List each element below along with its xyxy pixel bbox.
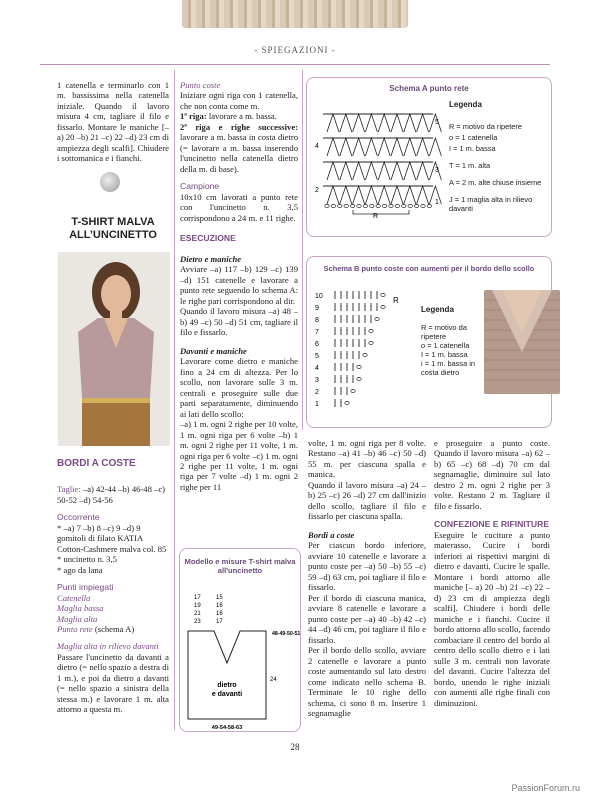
chain-stitch [370, 204, 374, 207]
chain-stitch [369, 329, 373, 332]
center-label: dietro e davanti [211, 682, 243, 698]
legend-item: J = 1 maglia alta in rilievo davanti [449, 194, 533, 213]
occorrente-item: * ago da lana [57, 564, 103, 575]
dc-stitch [327, 138, 339, 156]
double-crochet-symbol-icon: T [449, 160, 454, 170]
davanti-text: Lavorare come dietro e maniche fino a 24 cm di altezza. Per lo scollo, non lavorare sulle 3 m. centrali e proseguire sulle due parti separatamente, diminuendo ai lati dello scollo: [180, 356, 298, 419]
row-label: 3 [435, 167, 439, 174]
chain-stitch [381, 305, 385, 308]
punto-item: Maglia bassa [57, 603, 104, 614]
schema-a-chart [313, 102, 443, 222]
modello-diagram [180, 585, 300, 731]
confezione-title: CONFEZIONE E RIFINITURE [434, 519, 550, 530]
row-label: 4 [315, 365, 319, 372]
chain-stitch [345, 401, 349, 404]
repeat-symbol-icon: R [421, 322, 427, 332]
row-label: 3 [315, 377, 319, 384]
campione-text: 10x10 cm lavorati a punto rete con l'uncinetto n. 3,5 corrispondono a 24 m. e 11 righe. [180, 191, 298, 223]
back-loop-symbol-icon: i [421, 358, 423, 368]
col1-intro [57, 80, 169, 164]
col3-body [308, 438, 426, 719]
chain-stitch [414, 204, 418, 207]
legend-item: T = 1 m. alta [449, 160, 491, 170]
row-label: 9 [315, 305, 319, 312]
row-label: 1 [315, 401, 319, 408]
maglia-rilievo-title: Maglia alta in rilievo davanti [57, 641, 159, 652]
dc-stitch [391, 186, 403, 204]
side-size-label: 24 [270, 677, 277, 683]
chain-stitch [325, 204, 329, 207]
chain-stitch [363, 353, 367, 356]
legend-item: i = 1 m. bassa in costa dietro [421, 358, 476, 377]
col4-text: Eseguire le cuciture a punto materasso. Cucire i bordi inferiori ai rispettivi margini di dietro e davanti. Cucire le spalle. Montare i bordi attorno alle maniche [– a) 20 –b) 21 –c) 22 –d) 23 cm di ampiezza degli scalfi]. Chiudere i bordi delle maniche e i fianchi. Cucire il bordo attorno allo scollo, facendo combaciare il centro del bordo al centro dello scollo dietro e i lati sulle 3 m. centrali non lavorate del davanti. Cucire l'altezza del bordo, unendo le righe iniziali con aumenti alle righe finali con diminuzioni. [434, 529, 550, 708]
row-label: 6 [315, 341, 319, 348]
schema-a-title: Schema A punto rete [389, 84, 469, 93]
dc2tog-symbol-icon: A [449, 177, 454, 187]
left-size-label: 17 [194, 595, 201, 601]
dc-stitch [340, 162, 352, 180]
chain-symbol-icon: o [449, 132, 454, 142]
chain-stitch [357, 365, 361, 368]
col1-body [57, 458, 169, 715]
occorrente-item: * uncinetto n. 3,5 [57, 554, 117, 565]
section-header: - SPIEGAZIONI - [254, 45, 336, 55]
row-label: 7 [315, 329, 319, 336]
dc-stitch [353, 138, 365, 156]
dc-stitch [340, 186, 352, 204]
dc-stitch [391, 138, 403, 156]
legend-title: Legenda [449, 100, 482, 109]
riga1-text: lavorare a m. bassa. [206, 111, 277, 122]
left-size-label: 15 [216, 595, 223, 601]
esecuzione-title: ESECUZIONE [180, 233, 236, 244]
col3-text: Per ciascun bordo inferiore, avviare 10 catenelle e lavorare a punto coste per –a) 50 –b) 55 –c) 59 –d) 63 cm, poi tagliare il filo e fissarlo. [308, 540, 426, 593]
punti-title: Punti impiegati [57, 582, 114, 593]
legend-item: o = 1 catenella [421, 340, 470, 350]
chain-stitch [344, 204, 348, 207]
chain-stitch [350, 204, 354, 207]
row-label: 1 [435, 199, 439, 206]
dc-stitch [404, 186, 416, 204]
left-size-label: 21 [194, 611, 201, 617]
dc-stitch [378, 138, 390, 156]
row-label: 2 [315, 389, 319, 396]
single-crochet-symbol-icon: I [449, 143, 452, 153]
chain-stitch [421, 204, 425, 207]
single-crochet-symbol-icon: I [421, 349, 424, 359]
dc-stitch [378, 162, 390, 180]
dc-stitch [365, 114, 377, 132]
front-post-symbol-icon: J [449, 194, 453, 204]
riga2-text: lavorare a m. bassa in costa dietro (= lavorare a m. bassa inserendo l'uncinetto nella catenella dietro della m. di base). [180, 132, 298, 174]
neckline-photo [484, 290, 560, 394]
dc-stitch [429, 138, 441, 156]
schema-a-box [306, 77, 552, 237]
chain-stitch [389, 204, 393, 207]
chain-stitch [395, 204, 399, 207]
davanti-text-2: –a) 1 m. ogni 2 righe per 10 volte, 1 m. ogni riga per 6 volte –b) 1 m. ogni 2 righe per 11 volte, 1 m. ogni riga per 6 volte –c) 1 m. ogni 2 righe per 11 volte, 1 m. ogni riga per 7 volte –d) 1 m. ogni 2 righe per 11 [180, 419, 298, 492]
legend-item: R = motivo da ripetere [449, 121, 522, 131]
dc-stitch [327, 186, 339, 204]
repeat-label: R [373, 213, 379, 220]
dc-stitch [417, 114, 429, 132]
legend-item: A = 2 m. alte chiuse insieme [449, 177, 542, 187]
chain-stitch [402, 204, 406, 207]
bordi-coste-title: BORDI A COSTE [57, 458, 136, 469]
chain-stitch [357, 377, 361, 380]
col3-text: volte, 1 m. ogni riga per 8 volte. Restano –a) 41 –b) 46 –c) 50 –d) 55 m. per ciascuna spalla e manica. [308, 438, 426, 480]
col3-text: Per il bordo dello scollo, avviare 2 catenelle e lavorare a punto coste aumentando sul lato destro come indicato nello schema B. Terminate le 10 righe dello schema, ci sono 8 m. Inserire 1 segnamaglie [308, 645, 426, 719]
dc-stitch [365, 162, 377, 180]
modello-box [179, 548, 301, 732]
dc-stitch [365, 186, 377, 204]
schema-b-chart [313, 285, 413, 415]
occorrente-item: * –a) 7 –b) 8 –c) 9 –d) 9 gomitoli di filato KATIA Cotton-Cashmere malva col. 85 [57, 522, 167, 554]
col3-text: Quando il lavoro misura –a) 24 –b) 25 –c) 26 –d) 27 cm dall'inizio dello scollo, tagliare il filo e fissarlo per ciascuna spalla. [308, 479, 426, 522]
chain-stitch [376, 204, 380, 207]
dc-stitch [391, 114, 403, 132]
chain-stitch [408, 204, 412, 207]
col2-body [180, 80, 298, 492]
dc-stitch [353, 162, 365, 180]
header-divider [40, 64, 550, 65]
row-label: 5 [435, 119, 439, 126]
occorrente-title: Occorrente [57, 512, 100, 523]
schema-b-legend [421, 305, 485, 377]
campione-title: Campione [180, 181, 220, 192]
chain-stitch [375, 317, 379, 320]
chain-stitch [382, 204, 386, 207]
repeat-label: R [393, 296, 399, 305]
left-size-label: 17 [216, 619, 223, 625]
dietro-text: Avviare –a) 117 –b) 129 –c) 139 –d) 151 catenelle e lavorare a punto rete seguendo lo schema A: le righe pari corrispondono al dir. [180, 264, 298, 306]
dc-stitch [327, 162, 339, 180]
col3-text: Per il bordo di ciascuna manica, avviare 8 catenelle e lavorare a punto coste per –a) 40 –b) 42 –c) 44 –d) 46 cm, poi tagliare il filo e fissarlo. [308, 592, 426, 645]
repeat-symbol-icon: R [449, 121, 455, 131]
dc-stitch [340, 114, 352, 132]
chain-stitch [331, 204, 335, 207]
row-label: 8 [315, 317, 319, 324]
legend-item: R = motivo da ripetere [421, 322, 467, 341]
legend-item: I = 1 m. bassa [421, 349, 468, 359]
bordi-title: Bordi a coste [308, 529, 355, 540]
chain-stitch [363, 204, 367, 207]
chain-stitch [357, 204, 361, 207]
dc-stitch [353, 186, 365, 204]
chain-stitch [351, 389, 355, 392]
dietro-text-2: Quando il lavoro misura –a) 48 –b) 49 –c) 50 –d) 51 cm, tagliare il filo e fissarlo. [180, 306, 298, 338]
dc-stitch [353, 114, 365, 132]
chain-stitch [381, 293, 385, 296]
dc-stitch [365, 138, 377, 156]
left-size-label: 23 [194, 619, 201, 625]
model-photo [58, 252, 170, 446]
col4-body [434, 438, 550, 708]
dc-stitch [417, 162, 429, 180]
chain-stitch [369, 341, 373, 344]
column-divider [174, 70, 175, 730]
punto-coste-text: Iniziare ogni riga con 1 catenella, che non conta come m. [180, 90, 298, 111]
yarn-ball-icon [100, 172, 120, 192]
chain-stitch [338, 204, 342, 207]
intro-text: 1 catenella e terminarlo con 1 m. bassissima nella catenella iniziale. Quando il lavoro misura 4 cm, tagliare il filo e fissarlo. Montare le maniche [– a) 20 –b) 21 –c) 22 –d) 23 cm di ampiezza degli scalfi]. Chiudere i sottomanica e i fianchi. [57, 80, 169, 164]
legend-item: I = 1 m. bassa [449, 143, 496, 153]
riga2-label: 2ª riga e righe successive: [180, 121, 298, 132]
legend-title: Legenda [421, 305, 454, 314]
maglia-rilievo-text: Passare l'uncinetto da davanti a dietro (= nello spazio a destra di 1 m.), e poi da dietro a davanti (= nello spazio a sinistra della stessa m.) e lavorare 1 m. alta attorno a questa m. [57, 651, 169, 715]
dc-stitch [378, 114, 390, 132]
dc-stitch [340, 138, 352, 156]
left-size-label: 16 [216, 611, 223, 617]
dc-stitch [378, 186, 390, 204]
punto-rete-label: Punto rete [57, 624, 93, 634]
col4-text: e proseguire a punto coste. Quando il lavoro misura –a) 62 –b) 65 –c) 68 –d) 70 cm dal segnamaglie, diminuire sul lato destro 2 m. ogni 2 righe per 3 volte. Restano 2 m. Tagliare il filo e fissarlo. [434, 438, 550, 511]
watermark: PassionForum.ru [511, 783, 580, 793]
davanti-title: Davanti e maniche [180, 345, 247, 356]
legend-item: o = 1 catenella [449, 132, 498, 142]
page-number: 28 [290, 742, 300, 752]
modello-title: Modello e misure T-shirt malva all'uncinetto [184, 557, 296, 576]
dc-stitch [327, 114, 339, 132]
schema-a-legend [449, 100, 549, 213]
punto-item: Catenella [57, 592, 91, 603]
right-size-label: 48-49-50-51 [272, 631, 300, 637]
riga1-label: 1ª riga: [180, 111, 207, 122]
project-title: T-SHIRT MALVA ALL’UNCINETTO [69, 216, 157, 241]
dc-stitch [404, 162, 416, 180]
taglie-value: –a) 42-44 –b) 46-48 –c) 50-52 –d) 54-56 [57, 484, 165, 505]
left-size-label: 19 [194, 603, 201, 609]
dc-stitch [417, 186, 429, 204]
header-photo [182, 0, 408, 28]
punto-rete-ref: (schema A) [92, 624, 135, 634]
taglie-label: Taglie: [57, 484, 81, 495]
row-label: 10 [315, 293, 323, 300]
dc-stitch [391, 162, 403, 180]
left-size-label: 16 [216, 603, 223, 609]
dc-stitch [404, 138, 416, 156]
punto-item: Maglia alta [57, 613, 98, 624]
dc-stitch [417, 138, 429, 156]
dietro-title: Dietro e maniche [180, 253, 242, 264]
column-divider [302, 70, 303, 430]
row-label: 2 [315, 187, 319, 194]
punto-coste-title: Punto coste [180, 80, 221, 90]
row-label: 5 [315, 353, 319, 360]
bottom-size-label: 49-54-58-63 [211, 725, 243, 731]
chain-symbol-icon: o [421, 340, 426, 350]
chain-stitch [427, 204, 431, 207]
row-label: 4 [315, 143, 319, 150]
dc-stitch [404, 114, 416, 132]
schema-b-title: Schema B punto coste con aumenti per il bordo dello scollo [323, 264, 535, 273]
